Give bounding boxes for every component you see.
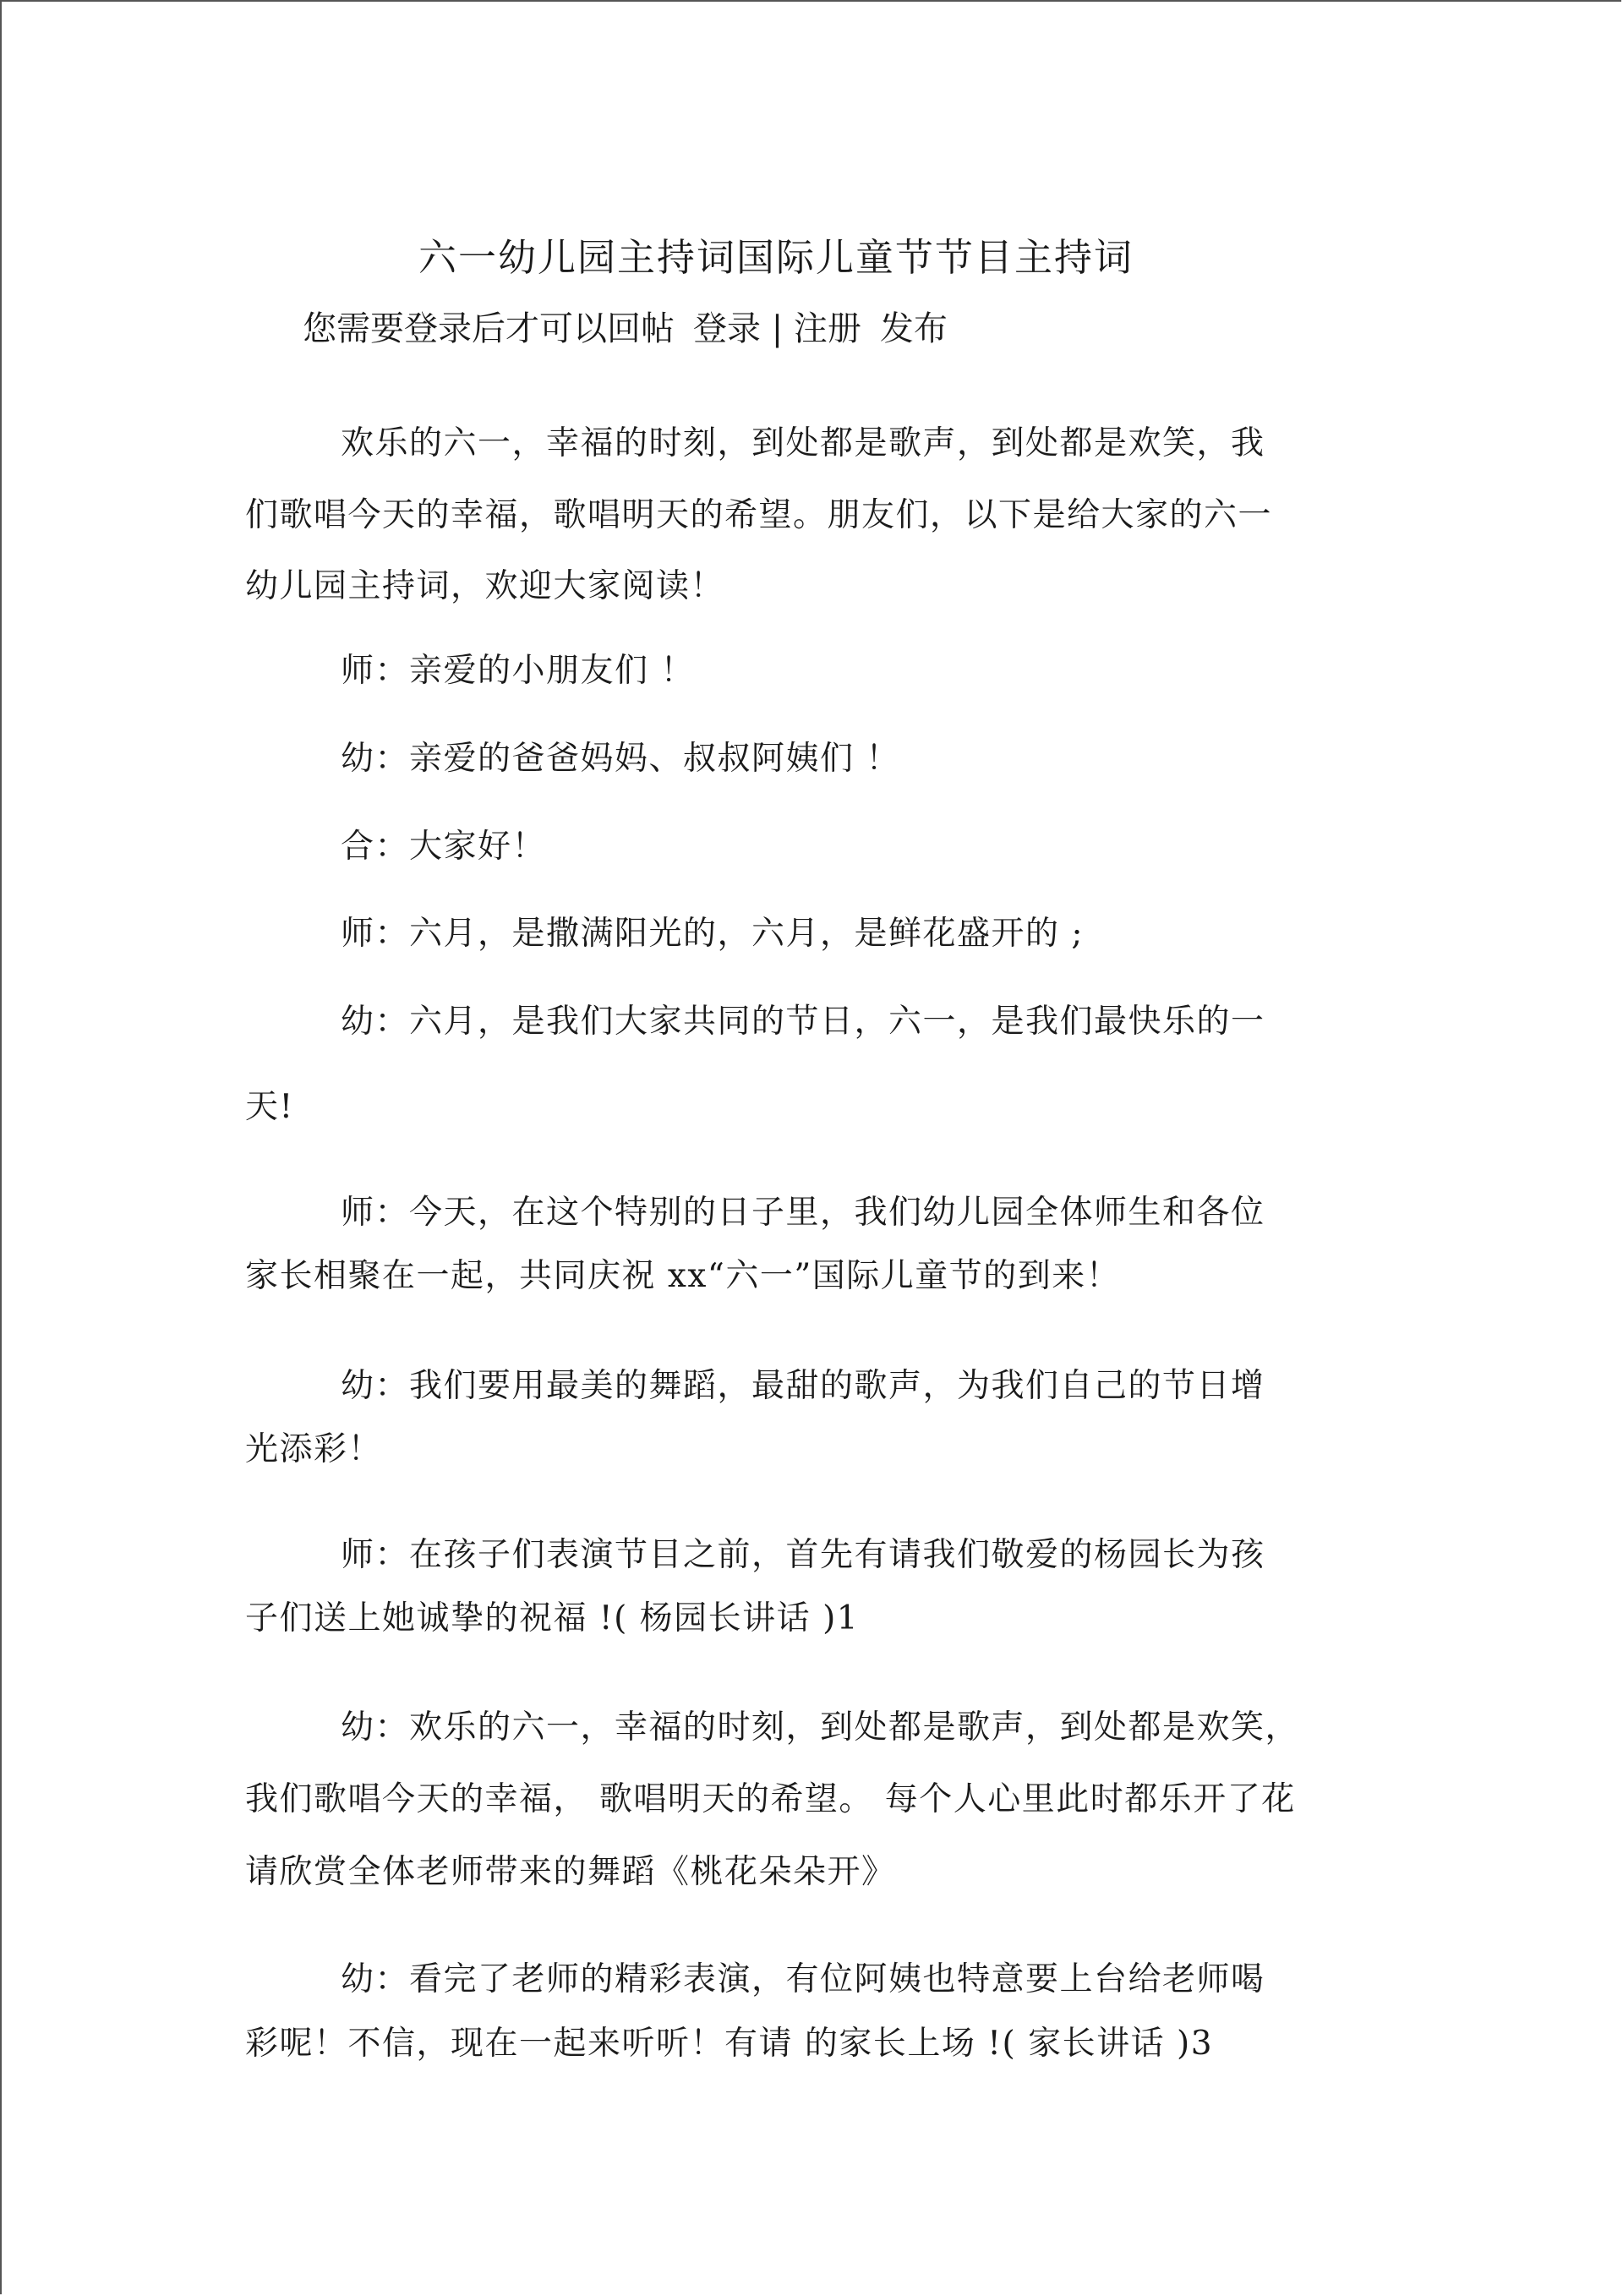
register-link[interactable]: 注册	[793, 309, 861, 348]
dialogue-line: 幼：六月，是我们大家共同的节日，六一，是我们最快乐的一	[341, 1003, 1265, 1041]
login-prompt-bar	[303, 302, 948, 350]
dialogue-line: 请欣赏全体老师带来的舞蹈《桃花朵朵开》	[245, 1853, 896, 1891]
paragraph-line: 欢乐的六一，幸福的时刻，到处都是歌声，到处都是欢笑，我	[341, 424, 1265, 462]
dialogue-line: 家长相聚在一起，共同庆祝 xx“六一”国际儿童节的到来！	[245, 1257, 1121, 1295]
dialogue-line: 师：六月，是撒满阳光的，六月，是鲜花盛开的 ;	[341, 915, 1085, 953]
publish-button[interactable]: 发布	[879, 309, 948, 348]
login-prompt-text: 您需要登录后才可以回帖	[303, 309, 675, 348]
dialogue-line: 子们送上她诚挚的祝福 !( 杨园长讲话 )1	[245, 1599, 860, 1637]
dialogue-line: 幼：亲爱的爸爸妈妈、叔叔阿姨们 ！	[341, 740, 900, 778]
dialogue-line: 幼：欢乐的六一，幸福的时刻，到处都是歌声，到处都是欢笑，	[341, 1708, 1300, 1747]
dialogue-line: 师：亲爱的小朋友们 ！	[341, 652, 695, 690]
dialogue-line: 彩呢！不信，现在一起来听听！有请 的家长上场 !( 家长讲话 )3	[245, 2025, 1214, 2063]
dialogue-line: 天!	[245, 1088, 294, 1126]
dialogue-line: 幼：看完了老师的精彩表演，有位阿姨也特意要上台给老师喝	[341, 1960, 1265, 1998]
paragraph-line: 幼儿园主持词，欢迎大家阅读！	[245, 567, 725, 605]
dialogue-line: 师：在孩子们表演节目之前，首先有请我们敬爱的杨园长为孩	[341, 1536, 1265, 1574]
paragraph-line: 们歌唱今天的幸福，歌唱明天的希望。朋友们，以下是给大家的六一	[245, 496, 1273, 534]
dialogue-line: 光添彩！	[245, 1430, 383, 1468]
dialogue-line: 师：今天，在这个特别的日子里，我们幼儿园全体师生和各位	[341, 1194, 1265, 1232]
dialogue-line: 合：大家好！	[341, 828, 547, 866]
link-separator: |	[771, 309, 784, 348]
login-link[interactable]: 登录	[693, 309, 761, 348]
document-title: 六一幼儿园主持词国际儿童节节目主持词	[418, 235, 1134, 280]
dialogue-line: 幼：我们要用最美的舞蹈，最甜的歌声，为我们自己的节日增	[341, 1367, 1265, 1405]
dialogue-line: 我们歌唱今天的幸福， 歌唱明天的希望。 每个人心里此时都乐开了花	[245, 1780, 1296, 1818]
